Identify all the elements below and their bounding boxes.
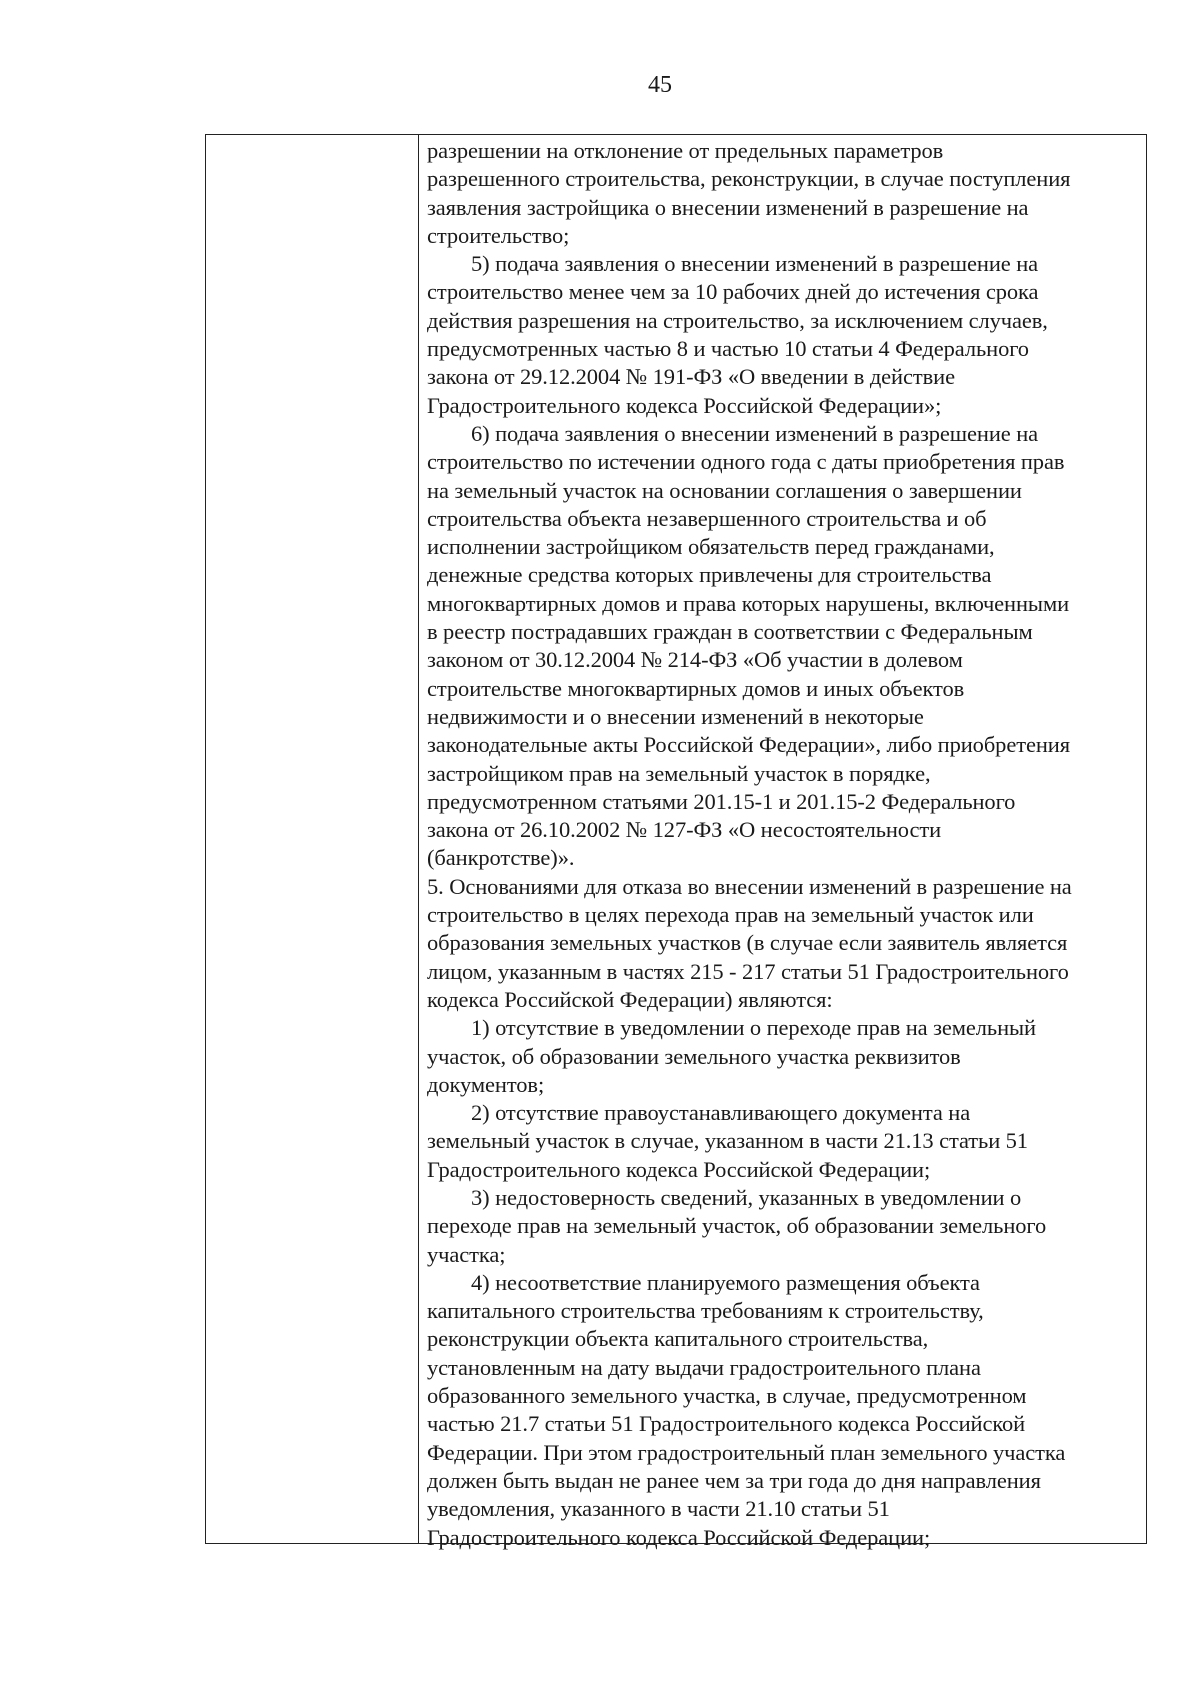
text-line: застройщиком прав на земельный участок в порядке, — [427, 760, 931, 786]
text-line: предусмотренном статьями 201.15-1 и 201.15-2 Федерального — [427, 788, 1016, 814]
text-line: разрешении на отклонение от предельных параметров — [427, 138, 944, 163]
text-line: 3) недостоверность сведений, указанных в уведомлении о — [471, 1184, 1022, 1210]
text-line: многоквартирных домов и права которых нарушены, включенными — [427, 590, 1070, 616]
text-line: установленным на дату выдачи градостроительного плана — [427, 1354, 981, 1380]
text-line: образованного земельного участка, в случае, предусмотренном — [427, 1383, 1027, 1409]
table-right-cell — [419, 135, 1146, 1550]
text-line: законом от 30.12.2004 № 214-ФЗ «Об участии в долевом — [427, 647, 963, 673]
text-line: 6) подача заявления о внесении изменений в разрешение на — [471, 420, 1039, 446]
text-line: кодекса Российской Федерации) являются: — [427, 986, 833, 1012]
text-line: Градостроительного кодекса Российской Федерации; — [427, 1524, 931, 1550]
text-line: документов; — [427, 1071, 545, 1097]
text-line: на земельный участок на основании соглашения о завершении — [427, 477, 1022, 503]
text-line: Градостроительного кодекса Российской Федерации; — [427, 1156, 931, 1182]
text-line: капитального строительства требованиям к строительству, — [427, 1298, 984, 1324]
text-line: уведомления, указанного в части 21.10 статьи 51 — [427, 1496, 890, 1522]
text-line: законодательные акты Российской Федерации», либо приобретения — [427, 732, 1070, 758]
document-table — [205, 134, 1147, 1550]
text-line: лицом, указанным в частях 215 - 217 статьи 51 Градостроительного — [427, 958, 1069, 984]
text-line: строительство менее чем за 10 рабочих дней до истечения срока — [427, 279, 1039, 305]
text-line: 2) отсутствие правоустанавливающего документа на — [471, 1100, 971, 1126]
text-line: 1) отсутствие в уведомлении о переходе прав на земельный — [471, 1015, 1036, 1041]
text-line: участка; — [427, 1241, 506, 1267]
text-line: Федерации. При этом градостроительный план земельного участка — [427, 1439, 1066, 1465]
text-line: (банкротстве)». — [427, 845, 575, 871]
text-line: 4) несоответствие планируемого размещения объекта — [471, 1269, 980, 1295]
text-line: строительства объекта незавершенного строительства и об — [427, 505, 987, 531]
text-line: недвижимости и о внесении изменений в некоторые — [427, 703, 924, 729]
text-line: образования земельных участков (в случае если заявитель является — [427, 930, 1068, 956]
page-number: 45 — [648, 72, 672, 98]
text-line: строительство в целях перехода прав на земельный участок или — [427, 902, 1034, 928]
text-line: участок, об образовании земельного участка реквизитов — [427, 1043, 961, 1069]
text-line: предусмотренных частью 8 и частью 10 статьи 4 Федерального — [427, 336, 1029, 362]
text-line: переходе прав на земельный участок, об образовании земельного — [427, 1213, 1047, 1239]
text-line: Градостроительного кодекса Российской Федерации»; — [427, 392, 942, 418]
text-line: в реестр пострадавших граждан в соответствии с Федеральным — [427, 619, 1033, 645]
text-line: частью 21.7 статьи 51 Градостроительного кодекса Российской — [427, 1411, 1026, 1437]
text-line: строительство по истечении одного года с даты приобретения прав — [427, 449, 1065, 475]
text-line: должен быть выдан не ранее чем за три года до дня направления — [427, 1467, 1041, 1493]
text-line: 5) подача заявления о внесении изменений в разрешение на — [471, 251, 1039, 277]
text-line: действия разрешения на строительство, за исключением случаев, — [427, 307, 1048, 333]
text-line: заявления застройщика о внесении изменений в разрешение на — [427, 194, 1029, 220]
text-line: закона от 26.10.2002 № 127-ФЗ «О несостоятельности — [427, 817, 942, 843]
table-left-cell — [206, 135, 419, 1543]
text-line: земельный участок в случае, указанном в части 21.13 статьи 51 — [427, 1128, 1028, 1154]
text-line: строительстве многоквартирных домов и иных объектов — [427, 675, 965, 701]
text-line: закона от 29.12.2004 № 191-ФЗ «О введении в действие — [427, 364, 955, 390]
text-line: исполнении застройщиком обязательств перед гражданами, — [427, 534, 995, 560]
text-line: реконструкции объекта капитального строительства, — [427, 1326, 929, 1352]
text-line: строительство; — [427, 222, 570, 248]
text-line: разрешенного строительства, реконструкции, в случае поступления — [427, 166, 1071, 192]
text-line: денежные средства которых привлечены для строительства — [427, 562, 992, 588]
text-line: 5. Основаниями для отказа во внесении изменений в разрешение на — [427, 873, 1072, 899]
